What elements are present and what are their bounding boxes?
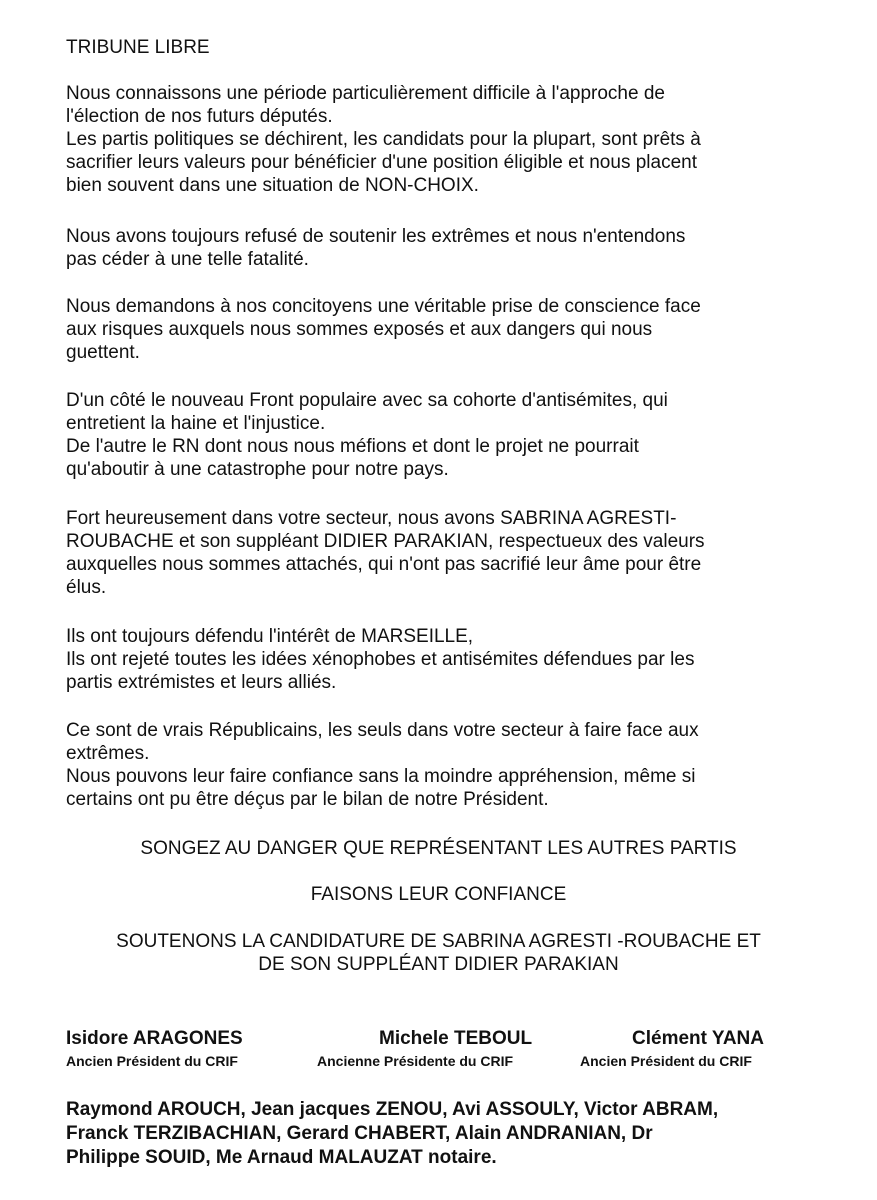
- paragraph-line: partis extrémistes et leurs alliés.: [66, 672, 337, 693]
- title-text: TRIBUNE LIBRE: [66, 37, 210, 58]
- paragraph-republicains: [66, 719, 806, 811]
- paragraph-front-rn: [66, 389, 806, 481]
- call-confiance: FAISONS LEUR CONFIANCE: [310, 884, 567, 905]
- co-signatories-line: Raymond AROUCH, Jean jacques ZENOU, Avi ASSOULY, Victor ABRAM,: [66, 1099, 719, 1120]
- paragraph-line: Nous pouvons leur faire confiance sans la moindre appréhension, même si: [66, 766, 696, 787]
- paragraph-line: Ce sont de vrais Républicains, les seuls dans votre secteur à faire face aux: [66, 720, 699, 741]
- paragraph-line: extrêmes.: [66, 743, 150, 764]
- paragraph-line: entretient la haine et l'injustice.: [66, 413, 326, 434]
- call-soutien-line: DE SON SUPPLÉANT DIDIER PARAKIAN: [258, 954, 619, 975]
- paragraph-line: guettent.: [66, 342, 140, 363]
- paragraph-candidats: [66, 507, 806, 599]
- paragraph-line: pas céder à une telle fatalité.: [66, 249, 309, 270]
- paragraph-line: Nous avons toujours refusé de soutenir les extrêmes et nous n'entendons: [66, 226, 686, 247]
- call-soutien: [0, 930, 877, 976]
- signatory-name-aragones: Isidore ARAGONES: [66, 1028, 243, 1049]
- paragraph-line: certains ont pu être déçus par le bilan de notre Président.: [66, 789, 549, 810]
- paragraph-line: élus.: [66, 577, 107, 598]
- paragraph-refus: [66, 225, 806, 271]
- paragraph-line: bien souvent dans une situation de NON-CHOIX.: [66, 175, 479, 196]
- call-danger: SONGEZ AU DANGER QUE REPRÉSENTANT LES AUTRES PARTIS: [140, 838, 737, 859]
- paragraph-line: sacrifier leurs valeurs pour bénéficier d'une position éligible et nous placent: [66, 152, 697, 173]
- paragraph-line: l'élection de nos futurs députés.: [66, 106, 333, 127]
- paragraph-intro: [66, 82, 806, 197]
- paragraph-conscience: [66, 295, 806, 364]
- paragraph-line: aux risques auxquels nous sommes exposés et aux dangers qui nous: [66, 319, 653, 340]
- co-signatories: [66, 1098, 826, 1170]
- paragraph-line: Nous demandons à nos concitoyens une véritable prise de conscience face: [66, 296, 701, 317]
- paragraph-line: D'un côté le nouveau Front populaire avec sa cohorte d'antisémites, qui: [66, 390, 668, 411]
- co-signatories-line: Franck TERZIBACHIAN, Gerard CHABERT, Alain ANDRANIAN, Dr: [66, 1123, 653, 1144]
- co-signatories-line: Philippe SOUID, Me Arnaud MALAUZAT notaire.: [66, 1147, 497, 1168]
- paragraph-marseille: [66, 625, 806, 694]
- paragraph-line: Nous connaissons une période particulièrement difficile à l'approche de: [66, 83, 665, 104]
- signatory-title-yana: Ancien Président du CRIF: [580, 1053, 752, 1069]
- paragraph-line: Ils ont toujours défendu l'intérêt de MARSEILLE,: [66, 626, 474, 647]
- paragraph-line: Les partis politiques se déchirent, les candidats pour la plupart, sont prêts à: [66, 129, 701, 150]
- paragraph-line: ROUBACHE et son suppléant DIDIER PARAKIAN, respectueux des valeurs: [66, 531, 705, 552]
- paragraph-line: Ils ont rejeté toutes les idées xénophobes et antisémites défendues par les: [66, 649, 695, 670]
- paragraph-line: Fort heureusement dans votre secteur, nous avons SABRINA AGRESTI-: [66, 508, 677, 529]
- signatory-title-teboul: Ancienne Présidente du CRIF: [317, 1053, 514, 1069]
- paragraph-line: auxquelles nous sommes attachés, qui n'ont pas sacrifié leur âme pour être: [66, 554, 702, 575]
- paragraph-line: De l'autre le RN dont nous nous méfions et dont le projet ne pourrait: [66, 436, 639, 457]
- call-soutien-line: SOUTENONS LA CANDIDATURE DE SABRINA AGRESTI -ROUBACHE ET: [116, 931, 761, 952]
- signatory-title-aragones: Ancien Président du CRIF: [66, 1053, 238, 1069]
- signatory-name-yana: Clément YANA: [632, 1028, 764, 1049]
- signatory-name-teboul: Michele TEBOUL: [379, 1028, 533, 1049]
- paragraph-line: qu'aboutir à une catastrophe pour notre pays.: [66, 459, 449, 480]
- document-title: [66, 36, 806, 59]
